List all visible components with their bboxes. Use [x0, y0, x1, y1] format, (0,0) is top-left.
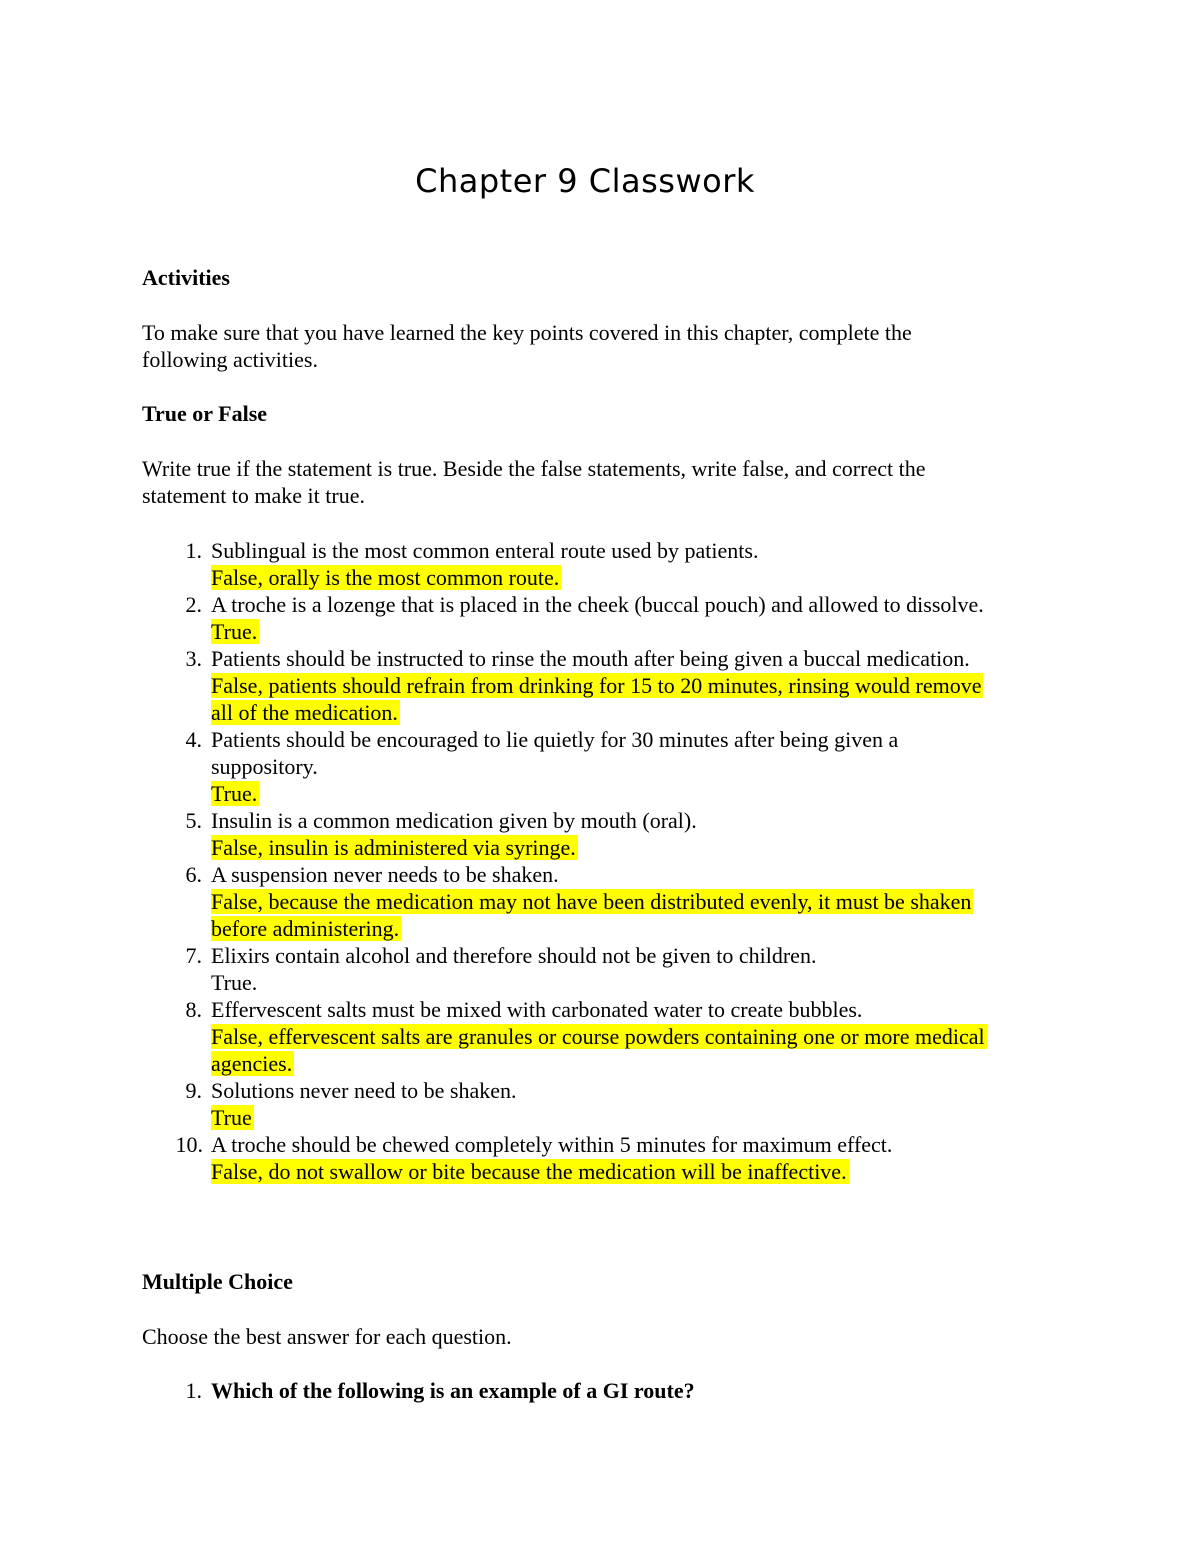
answer-highlight: agencies.	[211, 1051, 293, 1076]
multiple-choice-instructions: Choose the best answer for each question.	[142, 1324, 512, 1349]
statement: A troche should be chewed completely within 5 minutes for maximum effect.	[211, 1132, 893, 1157]
list-item	[142, 861, 1062, 942]
answer-highlight: True.	[211, 619, 258, 644]
statement: A troche is a lozenge that is placed in the cheek (buccal pouch) and allowed to dissolve.	[211, 592, 984, 617]
statement: Elixirs contain alcohol and therefore should not be given to children.	[211, 943, 817, 968]
true-false-list	[142, 537, 1062, 1185]
activities-intro	[142, 319, 1042, 373]
statement: Effervescent salts must be mixed with carbonated water to create bubbles.	[211, 997, 863, 1022]
answer-highlight: True	[211, 1105, 252, 1130]
item-number: 4.	[185, 727, 202, 752]
true-false-heading: True or False	[142, 401, 268, 426]
instructions-line: statement to make it true.	[142, 483, 365, 508]
answer-highlight: before administering.	[211, 916, 400, 941]
statement: Solutions never need to be shaken.	[211, 1078, 517, 1103]
activities-heading: Activities	[142, 265, 230, 290]
item-number: 10.	[175, 1132, 203, 1157]
item-number: 6.	[185, 862, 202, 887]
list-item	[142, 726, 1062, 807]
list-item	[142, 996, 1062, 1077]
activities-intro-line: To make sure that you have learned the key points covered in this chapter, complete the	[142, 320, 912, 345]
item-number: 2.	[185, 592, 202, 617]
activities-intro-line: following activities.	[142, 347, 318, 372]
item-number: 9.	[185, 1078, 202, 1103]
statement: A suspension never needs to be shaken.	[211, 862, 559, 887]
item-number: 1.	[185, 538, 202, 563]
answer-highlight: True.	[211, 781, 258, 806]
page-title: Chapter 9 Classwork	[415, 162, 755, 200]
statement: suppository.	[211, 754, 318, 779]
list-item	[142, 537, 1062, 591]
instructions-line: Write true if the statement is true. Beside the false statements, write false, and correct the	[142, 456, 926, 481]
answer-highlight: False, do not swallow or bite because the medication will be inaffective.	[211, 1159, 847, 1184]
list-item	[142, 942, 1062, 996]
answer-highlight: False, because the medication may not have been distributed evenly, it must be shaken	[211, 889, 972, 914]
item-number: 7.	[185, 943, 202, 968]
answer-highlight: False, effervescent salts are granules or course powders containing one or more medical	[211, 1024, 985, 1049]
true-false-instructions	[142, 455, 1042, 509]
question-text: Which of the following is an example of a GI route?	[211, 1378, 695, 1403]
list-item	[142, 1077, 1062, 1131]
answer-highlight: False, orally is the most common route.	[211, 565, 560, 590]
list-item	[142, 1131, 1062, 1185]
statement: Patients should be encouraged to lie quietly for 30 minutes after being given a	[211, 727, 899, 752]
answer-highlight: False, patients should refrain from drinking for 15 to 20 minutes, rinsing would remove	[211, 673, 982, 698]
statement: Patients should be instructed to rinse the mouth after being given a buccal medication.	[211, 646, 970, 671]
statement: Insulin is a common medication given by mouth (oral).	[211, 808, 697, 833]
statement: Sublingual is the most common enteral route used by patients.	[211, 538, 759, 563]
multiple-choice-heading: Multiple Choice	[142, 1269, 293, 1294]
question-number: 1.	[185, 1378, 202, 1403]
list-item	[142, 807, 1062, 861]
answer-highlight: all of the medication.	[211, 700, 398, 725]
list-item	[142, 645, 1062, 726]
item-number: 5.	[185, 808, 202, 833]
answer-highlight: False, insulin is administered via syringe.	[211, 835, 576, 860]
list-item	[142, 591, 1062, 645]
item-number: 3.	[185, 646, 202, 671]
item-number: 8.	[185, 997, 202, 1022]
answer-plain: True.	[211, 970, 258, 995]
